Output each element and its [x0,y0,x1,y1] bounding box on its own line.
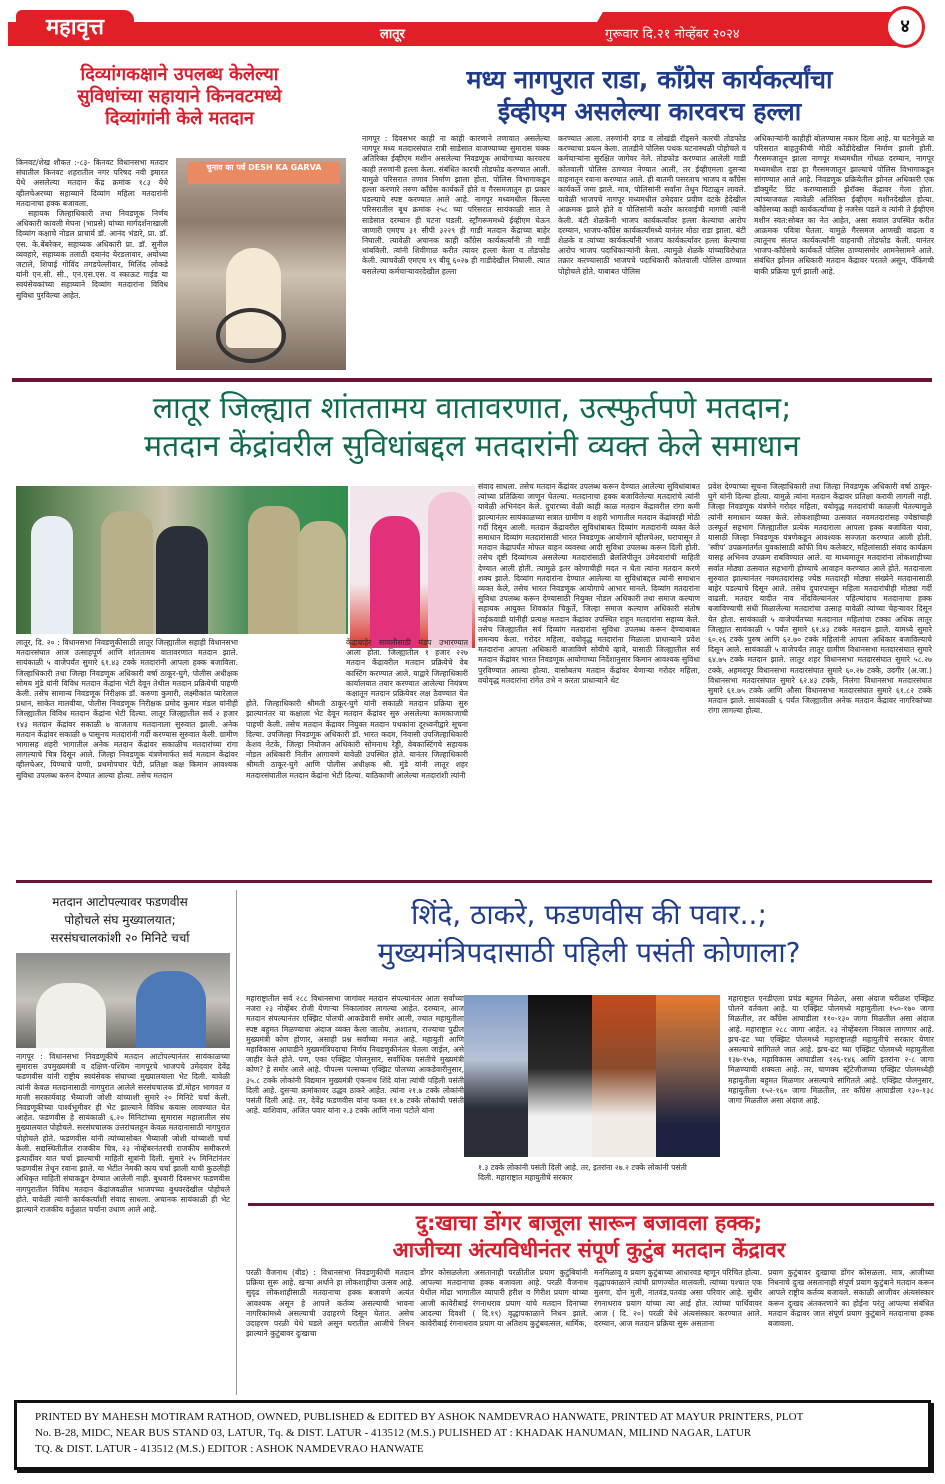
story5-column-3: महाराष्ट्रात एनडीएला प्रचंड बहुमत मिळेल, असा अंदाज चरीळश एक्झिट पोलने वर्तवला आहे. या एक्झिट पोलमध्ये महायुतीला १५०-१७० जागा मिळतील, तर काँग्रेस आघाडीला ११०-१३० जागा मिळतील असा अंदाज आहे. महाराष्ट्रात २८८ जागा आहेत. २३ नोव्हेंबरला निकाल लागणार आहे. झच-ढट च्या एक्झिट पोलमध्ये महाराष्ट्रातही महायुतीचे सरकार येणार असल्याचे सांगितले जात आहे. झच-ढट च्या एक्झिट पोलमध्ये महायुतीला १३७-१५७, महाविकास आघाडीला १२६-१४६ आणि इतरांना २-८ जागा मिळण्याची शक्यता आहे. तर, चाणक्य स्ट्रॅटेजीजच्या एक्झिट पोलमध्येही महायुतीला बहुमत मिळणार असल्याचे सांगितले आहे. एक्झिट पोलनुसार, महायुतीला १५२-१६० जागा मिळतील, तर काँग्रेस आघाडीला १३०-१३८ जागा मिळतील असा अंदाज आहे. [728,994,934,1106]
masthead-accent [597,12,903,22]
story2-column-1: नागपूर : दिवसभर काही ना काही कारणाने तणावात असलेल्या नागपूर मध्य मतदारसंघात रात्री साडेसात वाजण्याच्या सुमारास चक्क अतिरिक्त ईव्हीएम मशीन असलेल्या निवडणूक आयोगाच्या कारवरच काही तरुणांनी हल्ला केला. संबंधित कारची तोडफोड करण्यात आली. यामुळे परिसरात तणाव निर्माण झाला होता. पोलिस विभागाकडून हल्ला करणारे तरुण काँग्रेस कार्यकर्ते होते व गैरसमजातून हा प्रकार घडल्याचे स्पष्ट करण्यात आले आहे. नागपूर मध्यमधील किल्ला परिसरातील बूथ क्रमांक २५८ च्या परिसरात सायंकाळी सात ते साडेसात दरम्यान ही घटना घडली. स्ट्राँगरूममध्ये ईव्हीएम घेऊन जाणारी एमएच ३१ सीपी ३२२९ ही गाडी मतदान केंद्राच्या बाहेर निघाली. त्यावेळी अचानक काही काँग्रेस कार्यकर्त्यांनी ती गाडी थांबविली. त्यांनी शिवीगाळ करीत त्यावर हल्ला केला व तोडफोड केली. त्याचवेळी एमएच १९ बीयू ६०२७ ही गाडीदेखील निघाली. त्यात बसलेल्या कर्मचाऱ्यावरदेखील हल्ला [362,134,550,276]
headline-line: सरसंघचालकांशी २० मिनिटे चर्चा [50,931,190,945]
footer-line: No. B-28, MIDC, NEAR BUS STAND 03, LATUR, Tq. & DIST. LATUR - 413512 (M.S.) PULISHED AT : KHADAK HANUMAN, MILIND NAGAR, LATUR [35,1427,752,1439]
story4-headline [10,893,230,947]
story3-headline [12,390,932,466]
photo-banner: चुनाव का पर्व DESH KA GARVA [188,162,340,184]
headline-line: दिव्यांगकक्षाने उपलब्ध केलेल्या [80,64,279,85]
photo-leader [592,995,656,1157]
headline-line: आजीच्या अंत्यविधीनंतर संपूर्ण कुटुंब मतदान केंद्रावर [392,1238,786,1262]
headline-line: सुविधांच्या सहायाने किनवटमध्ये [77,86,282,107]
masthead-band [8,22,913,46]
photo-leader [464,995,528,1157]
masthead [0,0,945,52]
edition-city: लातूर [380,27,405,42]
story3-column-2 [246,638,468,878]
story3-photo-voter [350,486,475,648]
story1-body [16,158,168,363]
photo-wrap-spacer [246,638,346,694]
photo-leader [528,995,592,1157]
paragraph: सहायक जिल्हाधिकारी तथा निवडणूक निर्णय अधिकारी कावली मेघना (भाप्रसे) यांच्या मार्गदर्शनाखाली दिव्यांग कक्षाचे नोडल प्राचार्य डॉ. आनंद भंडारे, प्रा. डॉ. एस. के.बेंबरेकर, सहाय्यक अधिकारी प्रा. डॉ. सुनील व्यवहारे, सहाय्यक तलाठी दयानंद येरडलावार, अयोध्या जटाले, शिपाई गोविंद तगडपेल्लीवार, मिलिंद लोकडे यांनी एन.सी. सी., एन.एस.एस. व स्काऊट गाईड या स्वयंसेवकांच्या सहाय्याने दिव्यांग मतदारांना विविध सुविधा पुरविल्या आहेत. [16,209,168,300]
headline-line: मतदान केंद्रांवरील सुविधांबद्दल मतदारांनी व्यक्त केले समाधान [144,429,800,464]
story6-column-2: डोंगर कोसळलेला असतानाही परळीतील प्रयाग कुटुंबियांनी आपल्या मतदानाचा हक्क बजावला आहे. परळी वैजनाथ येथील मोंढा भागातील व्यापारी हरीश व गिरीश प्रयाग यांच्या आजी कावेरीबाई रंगनाथराव प्रयाग यांचे मतदान दिनाच्या आदल्या दिवशी ( दि.१९) वृद्धापकाळाने निधन झाले. कावेरीबाई रंगनाथराव प्रयाग या अतिशय कुटुंबवत्सल, धार्मिक, [420,1268,588,1329]
photo-figure [136,971,206,1048]
headline-line: दिव्यांगांनी केले मतदान [105,108,254,129]
section-divider [12,378,932,382]
story6-column-1: परळी वैजनाथ (बीड) : विधानसभा निवडणुकीची मतदान प्रक्रिया सुरू आहे. खऱ्या अर्थाने हा लोकशाहीचा उत्सव आहे. सुदृढ लोकशाहीसाठी मतदानाचा हक्क बजावणे अत्यंत आवश्यक असून हे आपले कर्तव्य असल्याची भावना नागरिकांमध्ये असल्याची उदाहरणे दिसून येतात. असेच उदाहरण परळी येथे घडले असून घरातील आजीचे निधन झाल्याने कुटुंबावर दुःखाचा [246,1268,414,1339]
story2-headline [362,64,937,128]
print-line-footer [14,1400,931,1470]
paragraph: किनवट/शेख शौकत :-८३- किनवट विधानसभा मतदार संघातील किनवट शहरातील नगर परिषद नवी इमारत येथे असलेल्या मतदान केंद्र क्रमांक १८३ येथे व्हीलचेअरच्या सहाय्याने दिव्यांग महिला मतदारांनी मतदानाचा हक्क बजावला. [16,158,168,208]
story6-column-4: प्रयाग कुटुंबावर दुःखाचा डोंगर कोसळला. मात्र, आजीच्या निधनाचे दुःख असतानाही संपूर्ण प्रयाग कुटुंबाने मतदान करून आपले राष्ट्रीय कर्तव्य बजावले. सकाळी आजीवर अंत्यसंस्कार करून दुःखद अंतकरणाने का होईना परंतु आपल्या संबंधित मतदान केंद्रावर जात संपूर्ण प्रयाग कुटुंबाने मतदानाचा हक्क बजावला. [768,1268,934,1329]
story2-column-3: अधिकाऱ्यांनी काहीही बोलण्यास नकार दिला आहे. या घटनेमुळे या परिसरात बाहतुकीची मोठी कोंडीदेखील निर्माण झाली होती. गैरसमजातून झाला नागपूर मध्यमधील गोंधळ दरम्यान, नागपूर मध्यमधील राडा हा गैरसमजातून झाल्याचे पोलिस विभागाकडून सांगण्यात आले आहे. निवडणूक प्रक्रियेतील झोनल अधिकारी एक डॉक्युमेंट प्रिंट करण्यासाठी झेरॉक्स केंद्रावर गेला होता. त्यांच्याजवळ त्यावेळी अतिरिक्त ईव्हीएम मशीनदेखील होत्या. काँग्रेसच्या काही कार्यकर्त्यांच्या हे नजरेस पडले व त्यांनी ते ईव्हीएम मशीन स्वत:सोबत का नेत आहेत, असा सवाल उपस्थित करीत आक्रमक पवित्रा घेतला. यामुळे गैरसमज आणखी वाढला व त्यातूनच संतप्त कार्यकर्त्यांनी वाहनाची तोडफोड केली. यानंतर भाजप-काँग्रेसचे कार्यकर्ते पोलिस ठाण्यासमोर आमनेसामने आले. संबंधित झोनल अधिकारी मतदान केंद्रावर परतले असून, पॅकिंगची बाकी प्रक्रिया पूर्ण झाली आहे. [754,134,934,276]
story3-photo-officials [16,486,348,634]
photo-figure [370,516,420,648]
headline-line: ईव्हीएम असलेल्या कारवरच हल्ला [497,97,802,126]
story4-photo [16,953,230,1048]
story1-headline [12,64,347,130]
page-number: ४ [885,6,925,48]
headline-line: मतदान आटोपल्यावर फडणवीस [52,895,188,909]
photo-leader [656,995,720,1157]
newspaper-logo: महावृत्त [16,10,134,46]
story2-column-2: करण्यात आला. तरुणांनी दगड व लोखंडी रॉड्सने कारची तोडफोड करण्याचा प्रयत्न केला. तातडीने पोलिस पथक घटनास्थळी पोहोचले व कर्मचाऱ्यांना सुरक्षित जागेवर नेले. तोडफोड करण्यात आलेली गाडी कोतवाली पोलिस ठाण्यात नेण्यात आली, तर ईव्हीएमला दुसऱ्या वाहनातून रवाना करण्यात आले. ही बातमी पसरताच भाजप व काँग्रेस कार्यकर्ते जमा झाले. मात्र, पोलिसांनी सर्वांना तेथून पिटाळून लावले. यावेळी भाजपचे नागपूर मध्यमधील उमेदवार प्रवीण दटके हेदेखील आक्रमक झाले होते व पोलिसांनी कठोर कारवाईची मागणी त्यांनी केली. बंटी शेळकेंनी भाजप कार्यकर्त्यांवर हल्ला केल्याचा आरोप दरम्यान, भाजप-काँग्रेस कार्यकर्त्यांमध्ये यानंतर मोठा राडा झाला. बंटी शेळके व त्यांच्या कार्यकर्त्यांनी भाजप कार्यकर्त्यावर हल्ला केल्याचा आरोप भाजप पदाधिकाऱ्यांनी केला. त्यामुळे शेळके यांच्याविरोधात तक्रार करण्यासाठी भाजपचे पदाधिकारी कोतवाली पोलिस ठाण्यात पोहोचले होते. याबाबत पोलिस [558,134,746,276]
headline-line: दु:खाचा डोंगर बाजूला सारून बजावला हक्क; [415,1211,763,1235]
story6-column-3: मनमिळावू व प्रयाग कुटुंबाच्या आधारवड म्हणून परिचित होत्या. वृद्धापकाळाने त्यांची प्राणज्योत मालवली. त्यांच्या पश्चात एक मुलगा, दोन मुली, नातवंड,पतवंड असा परिवार आहे. सुधीर रंगनाथराव प्रयाग यांच्या त्या आई होत. त्यांच्या पार्थिवावर आज ( दि. २०) परळी येथे अंत्यसंस्कार करण्यात आले. दरम्यान, आज मतदान प्रक्रिया सुरू असताना [594,1268,762,1329]
column-text: केंद्राबाहेर सावलीसाठी मंडप उभारण्यात आला होता. जिल्ह्यातील १ हजार २२७ मतदान केंद्रावरील मतदान प्रक्रियेचे वेब कास्टिंग करण्यात आले. याद्वारे जिल्हाधिकारी कार्यालयात तयार करण्यात आलेल्या नियंत्रण कक्षातून मतदान प्रक्रियेवर लक्ष ठेवण्यात येत होते. जिल्हाधिकारी श्रीमती ठाकूर-घुगे यांनी सकाळी मतदान प्रक्रिया सुरु झाल्यानंतर या कक्षाला भेट देवून मतदान केंद्रांवर सुरु असलेल्या कामकाजाची पाहणी केली. तसेच मतदान केंद्रावर नियुक्त मतदान पथकांना दूरध्वनीद्वारे सूचना दिल्या. उपजिल्हा निवडणूक अधिकारी डॉ. भारत कदम, निवासी उपजिल्हाधिकारी केशव नेटके, जिल्हा नियोजन अधिकारी सोमनाथ रेड्डी, वेबकास्टिंगचे सहायक नोडल अधिकारी नितीन आगावणे यावेळी उपस्थित होते. यानंतर जिल्हाधिकारी श्रीमती ठाकूर-घुगे आणि पोलीस अधीक्षक श्री. मुंडे यांनी लातूर शहर मतदारसंघातील मतदान केंद्रांना भेटी दिल्या. याठिकाणी आलेल्या मतदारांशी त्यांनी [246,638,468,780]
story5-column-1: महाराष्ट्रातील सर्व २८८ विधानसभा जागांवर मतदान संपल्यानंतर आता सर्वांच्या नजरा २३ नोव्हेंबर रोजी येणाऱ्या निकालांवर लागल्या आहेत. दरम्यान, आज मतदान संपल्यानंतर एक्झिट पोलची आकडेवारी समोर आली, ज्यात महायुतीला स्पष्ट बहुमत मिळण्याचा अंदाज व्यक्त केला जातोय. अशातच, राज्याचा पुढील मुख्यमंत्री कोण होणार, असाही प्रश्न सर्वांच्या मनात आहे. महायुती आणि महाविकास आघाडीने मुख्यमंत्रिपदाचा निर्णय निवडणुकीनंतर घेतला जाईल, असे जाहीर केले होते. पण, एका एक्झिट पोलनुसार, सर्वाधिक पसंतीचे मुख्यमंत्री कोण? हे समोर आले आहे. पीपल्स पल्सच्या एक्झिट पोलच्या आकडेवारीनुसार, ३५.८ टक्के लोकांनी विद्यमान मुख्यमंत्री एकनाथ शिंदे यांना त्यांची पहिली पसंती दिली आहे. दुसऱ्या क्रमांकावर उद्धव ठाकरे आहेत. त्यांना २१.७ टक्के लोकांनी पसंती दिली आहे. तर, देवेंद्र फडणवीस यांना फक्त ११.७ टक्के लोकांची पसंती आहे. याशिवाय, अजित पवार यांना २.३ टक्के आणि नाना पटोले यांना [246,994,464,1116]
story1-photo [176,158,346,370]
headline-line: शिंदे, ठाकरे, फडणवीस की पवार..; [411,898,767,931]
issue-date: गुरूवार दि.२१ नोव्हेंबर २०२४ [605,27,740,42]
story6-headline [244,1210,934,1264]
photo-figure [36,983,106,1048]
photo-figure [298,521,346,634]
story4-body: नागपूर : विधानसभा निवडणूकीचे मतदान आटोपल्यानंतर सायंकाळच्या सुमारास उपमुख्यमंत्री व दक्षिण-पश्चिम नागपूरचे भाजपचे उमेदवार देवेंद्र फडणवीस यांनी राष्ट्रीय स्वयंसेवक संघाच्या मुख्यालयाला भेट दिली. यावेळी त्यांनी केवळ मतदानासाठी नागपुरात आलेले सरसंघचालक डॉ.मोहन भागवत व माजी सरकार्यवाह भैय्याजी जोशी यांच्याशी सुमारे २० मिनिटे चर्चा केली. निवडणूकीच्या पार्श्वभूमीवर ही भेट झाल्याने विविध कयास लावण्यात येत आहेत. फडणवीस हे सायंकाळी ६.२० मिनिटांच्या सुमारास महालातील संघ मुख्यालयात पोहोचले. सरसंघचालक उत्तरांचलहून केवळ मतदानासाठी नागपुरात पोहोचले होते. फडणवीस यांनी त्यांच्यासोबत भैय्याजी जोशी यांच्याशी चर्चा केली. सद्यस्थितीतील राजकीय चित्र, २३ नोव्हेंबरनंतरची राजकीय समीकरणे इत्यादींवर यात चर्चा झाल्याची माहिती सूत्रांनी दिली. सुमारे २५ मिनिटांनंतर फडणवीस तेथून रवाना झाले. या भेटीत नेमकी काय चर्चा झाली याची कुठलीही अधिकृत माहिती संघाकडून देण्यात आलेली नाही. बुधवारी दिवसभर फडणवीस नागपुरातील विविध मतदान केंद्रांजवळील भाजपच्या बुथवरदेखील पोहोचले होते. यावेळी त्यांनी कार्यकर्त्यांशी संवाद साधला. अचानक सायंकाळी ही भेट झाल्याने राजकीय वर्तुळात चर्चांना उधाण आले आहे. [16,1052,230,1215]
headline-line: पोहोचले संघ मुख्यालयात; [64,913,176,927]
story3-column-1: लातूर, दि. २० : विधानसभा निवडणुकीसाठी लातूर जिल्ह्यातील सहाही विधानसभा मतदारसंघात आज उत्साहपूर्ण आणि शांततामय वातावरणात मतदान झाले. सायंकाळी ५ वाजेपर्यंत सुमारे ६१.४३ टक्के मतदारांनी आपला हक्क बजाविला. जिल्हाधिकारी तथा जिल्हा निवडणूक अधिकारी वर्षा ठाकूर-घुगे, पोलीस अधीक्षक सोमय मुंडे यांनी विविध मतदान केंद्रांना भेटी देवून तेथील मतदान प्रक्रियेची पाहणी केली. तसेच सामान्य निवडणूक निरीक्षक डॉ. करुणा कुमारी, लक्ष्मीकांत प्यारेलाल प्रधान, साकेत मालवीया, पोलीस निवडणूक निरीक्षक प्रमोद कुमार मंडल यांनीही जिल्ह्यातील विविध मतदान केंद्रांना भेटी दिल्या. लातूर जिल्ह्यातील सर्व २ हजार १४३ मतदान केंद्रांवर सकाळी ७ वाजताच मतदानाला सुरुवात झाली. अनेक मतदान केंद्रांवर सकाळी ७ पासूनच मतदारांनी गर्दी करण्यास सुरुवात केली. ग्रामीण भागासह शहरी भागातील अनेक मतदान केंद्रांवर सकाळीच मतदारांच्या रांगा लागल्याचे चित्र दिसून आले. जिल्हा निवडणूक यंत्रणेमार्फत सर्व मतदान केंद्रांवर व्हीलचेअर, पिण्याचे पाणी, प्रथमोपचार पेटी, प्रतिक्षा कक्ष किमान आवश्यक सुविधा उपलब्ध करुन देण्यात आल्या होत्या. तसेच मतदान [16,638,238,780]
footer-line: TQ. & DIST. LATUR - 413512 (M.S.) EDITOR : ASHOK NAMDEVRAO HANWATE [35,1443,424,1455]
photo-figure [248,506,300,634]
story5-photo-caption: १.३ टक्के लोकांनी पसंती दिली आहे. तर, इतरांना २७.२ टक्के लोकांनी पसंती दिली. महाराष्ट्रात महायुतीचे सरकार [478,1163,687,1183]
photo-figure [31,516,73,634]
column-divider [236,890,237,1395]
footer-line: PRINTED BY MAHESH MOTIRAM RATHOD, OWNED, PUBLISHED & EDITED BY ASHOK NAMDEVRAO HANWATE, PRINTED AT MAYUR PRINTERS, PLOT [35,1411,804,1423]
section-divider [16,880,932,883]
headline-line: लातूर जिल्ह्यात शांततामय वातावरणात, उत्स्फुर्तपणे मतदान; [152,391,792,426]
headline-line: मुख्यमंत्रिपदासाठी पहिली पसंती कोणाला? [377,936,801,969]
story5-photo-leaders [464,995,720,1157]
story5-headline [244,896,934,972]
wheelchair-icon [216,308,286,363]
photo-figure [428,492,472,648]
section-divider [248,1203,934,1206]
photo-figure [156,526,208,634]
story3-column-4: प्रवेश देण्याच्या सूचना जिल्हाधिकारी तथा जिल्हा निवडणूक अधिकारी वर्षा ठाकूर-घुगे यांनी दिल्या होत्या. यामुळे त्यांना मतदान केंद्रावर प्रतिक्षा करावी लागली नाही. जिल्हा निवडणूक यंत्रणेने गरोदर महिला, वयोवृद्ध मतदारांची काळजी घेतल्यामुळे त्यांनी समाधान व्यक्त केले. लोकशाहीच्या उत्सवात नवमतदारांसह ज्येष्ठांचाही उत्स्फूर्त सहभाग जिल्ह्यातील प्रत्येक मतदाराला आपला हक्क बजाविता यावा, यासाठी जिल्हा निवडणूक यंत्रणेकडून आवश्यक सज्जता करण्यात आली होती. 'स्वीप' उपक्रमांतर्गत युवकांसाठी कॉफी विथ कलेक्टर, महिलांसाठी संवाद कार्यक्रम यासह अभिनव उपक्रम राबविण्यात आले. या माध्यमातून मतदारांना लोकशाहीच्या सर्वात मोठ्या उत्सवात सहभागी होण्याचे आवाहन करण्यात आले होते. मतदानाला सुरुवात झाल्यानंतर नवमतदारांसह ज्येष्ठ मतदारही मोठ्या संख्येने मतदानासाठी बाहेर पडल्याचे दिसून आले. तसेच दुपारपासून महिला मतदारांचीही मोठ्या गर्दी वाढली. मतदार यादीत नाव नोंदविल्यानंतर पहिल्यांदाच मतदानाचा हक्क बजाविण्याची संधी मिळालेल्या मतदारांचा उत्साह यावेळी त्यांच्या चेहऱ्यावर दिसून येत होता. सायंकाळी ५ वाजेपर्यंतच्या मतदानात महिलांचा टक्का अधिक लातूर जिल्ह्यात सायंकाळी ५ पर्यंत सुमारे ६१.४३ टक्के मतदान झाले. यामध्ये सुमारे ६०.२६ टक्के पुरुष आणि ६२.७० टक्के महिलांनी आपला अधिकार बजाविल्याचे दिसून आले. सायंकाळी ५ वाजेपर्यंत लातूर ग्रामीण विधानसभा मतदारसंघात सुमारे ६४.७५ टक्के मतदान झाले. लातूर शहर विधानसभा मतदारसंघात सुमारे ५८.२७ टक्के, अहमदपूर विधानसभा मतदारसंघात सुमारे ६०.२७ टक्के, उदगीर (अ.जा.) विधानसभा मतदारसंघात सुमारे ६२.४३ टक्के, निलंगा विधानसभा मतदारसंघात सुमारे ६१.७५ टक्के आणि औसा विधानसभा मतदारसंघात सुमारे ६१.८२ टक्के मतदान झाले. सायंकाळी ६ पर्यंत जिल्ह्यातील अनेक मतदान केंद्रावर नागरिकांच्या रांगा लागल्या होत्या. [708,482,932,716]
headline-line: मध्य नागपुरात राडा, काँग्रेस कार्यकर्त्यांचा [466,65,833,94]
story3-column-3: संवाद साधला. तसेच मतदान केंद्रांवर उपलब्ध करून देण्यात आलेल्या सुविधांबाबत त्यांच्या प्रतिक्रिया जाणून घेतल्या. मतदानाचा हक्क बजाविलेल्या मतदारांचे त्यांनी यावेळी अभिनंदन केले. दुपारच्या वेळी काही काळ मतदान केंद्रावरील रांगा कमी झाल्यानंतर सायंकाळच्या सत्रात ग्रामीण व शहरी भागातील मतदान केंद्रांवरही मोठी गर्दी दिसून आली. मतदान केंद्रावरील सुविधांबाबत दिव्यांग मतदारांनी व्यक्त केले समाधान दिव्यांग मतदारांसाठी भारत निवडणूक आयोगाने व्हीलचेअर, घरापासून ते मतदान केंद्रापर्यंत मोफत वाहन व्यवस्था आदी सुविधा उपलब्ध करून दिली होती. तसेच दृष्टी दिव्यांगत्व असलेल्या मतदारांसाठी ब्रेललिपीतून उमेदवारांची माहिती देण्यात आली होती. त्यामुळे इतर कोणाचीही मदत न घेता त्यांना मतदान करणे शक्य झाले. दिव्यांग मतदारांना देण्यात आलेल्या या सुविधांबद्दल त्यांनी समाधान व्यक्त केले, तसेच भारत निवडणूक आयोगाचे आभार मानले. दिव्यांग मतदारांना सुविधा उपलब्ध करून देण्यासाठी नियुक्त नोडल अधिकारी तथा समाज कल्याण सहायक आयुक्त शिवकांत चिकुर्ते, जिल्हा समाज कल्याण अधिकारी संतोष नाईकवाडी यांनीही प्रत्यक्ष मतदान केंद्रांवर उपस्थित राहून मतदारांना सहाय्य केले. तसेच जिल्ह्यातील सर्व दिव्यांग मतदारांना सुविधा उपलब्ध करून देण्याबाबत समन्वय केला. गरोदर महिला, वयोवृद्ध मतदारांना मिळाला प्राधान्याने प्रवेश मतदारांना आपला अधिकारी बाजाविणे सोयीचे व्हावे, यासाठी जिल्ह्यातील सर्व मतदान केंद्रांवर भारत निवडणूक आयोगाच्या निर्देशानुसार किमान आवश्यक सुविधा पुरविण्यात आल्या होत्या. यासोबतच मतदान केंद्रांवर येणाऱ्या गरोदर महिला, वयोवृद्ध मतदारांना रांगेत उभे न करता प्राधान्याने थेट [478,482,700,685]
photo-figure [101,511,153,634]
